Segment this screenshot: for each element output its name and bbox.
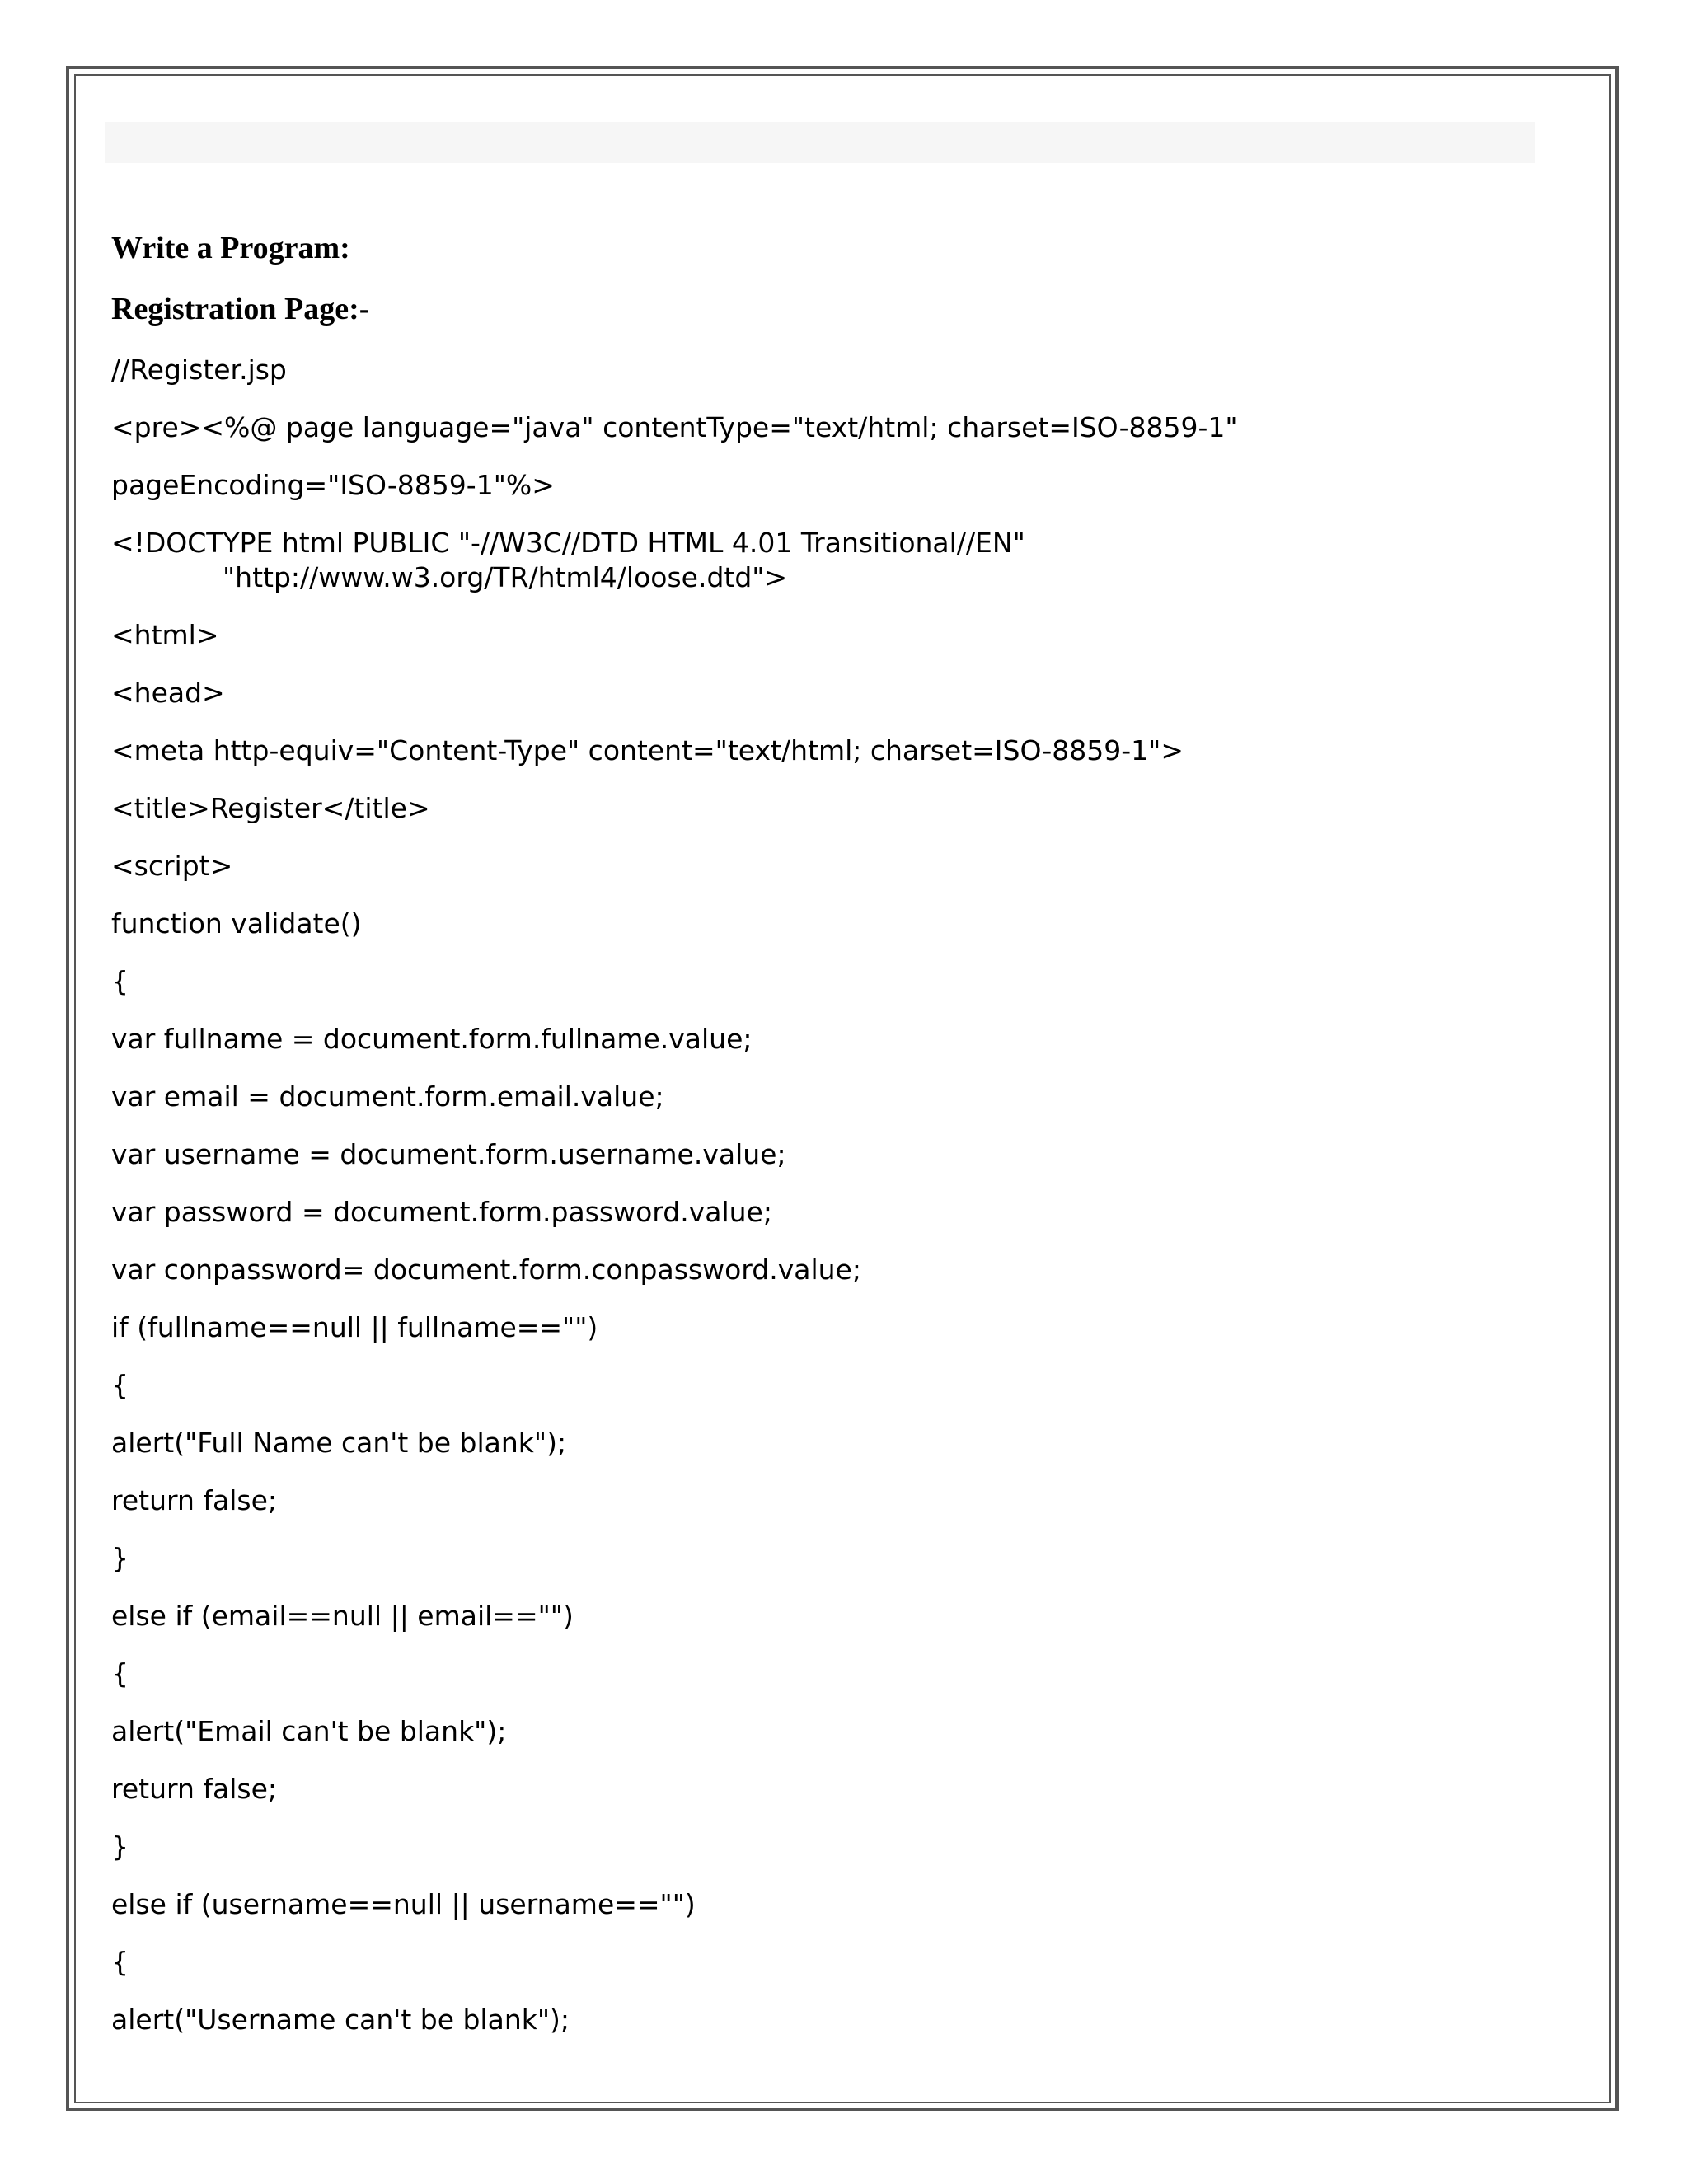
code-line: alert("Username can't be blank"); bbox=[111, 2004, 570, 2036]
heading-registration-page: Registration Page:- bbox=[111, 292, 370, 326]
code-line: } bbox=[111, 1830, 129, 1863]
code-line: alert("Email can't be blank"); bbox=[111, 1715, 507, 1747]
code-line: pageEncoding="ISO-8859-1"%> bbox=[111, 469, 555, 501]
code-line: <script> bbox=[111, 850, 233, 882]
code-line: <pre><%@ page language="java" contentType="text/html; charset=ISO-8859-1" bbox=[111, 411, 1238, 443]
code-line: } bbox=[111, 1542, 129, 1574]
code-line: var conpassword= document.form.conpassword.value; bbox=[111, 1254, 861, 1286]
code-line: var username = document.form.username.value; bbox=[111, 1138, 786, 1170]
code-line: function validate() bbox=[111, 907, 362, 940]
code-line: <!DOCTYPE html PUBLIC "-//W3C//DTD HTML 4.01 Transitional//EN" bbox=[111, 527, 1025, 559]
code-line: var password = document.form.password.value; bbox=[111, 1196, 772, 1228]
code-line: { bbox=[111, 1369, 129, 1401]
code-line: alert("Full Name can't be blank"); bbox=[111, 1427, 567, 1459]
heading-write-a-program: Write a Program: bbox=[111, 231, 350, 265]
code-line: <title>Register</title> bbox=[111, 792, 430, 824]
code-line: if (fullname==null || fullname=="") bbox=[111, 1311, 598, 1343]
code-line: return false; bbox=[111, 1773, 278, 1805]
code-line: { bbox=[111, 1946, 129, 1978]
code-line: { bbox=[111, 1657, 129, 1690]
code-line: else if (username==null || username=="") bbox=[111, 1888, 696, 1920]
header-band bbox=[106, 122, 1535, 163]
code-line: <meta http-equiv="Content-Type" content="text/html; charset=ISO-8859-1"> bbox=[111, 734, 1184, 766]
code-line: //Register.jsp bbox=[111, 354, 287, 386]
code-line: "http://www.w3.org/TR/html4/loose.dtd"> bbox=[223, 561, 788, 593]
code-line: return false; bbox=[111, 1484, 278, 1516]
code-line: { bbox=[111, 965, 129, 997]
code-line: var email = document.form.email.value; bbox=[111, 1080, 664, 1113]
code-line: <html> bbox=[111, 619, 219, 651]
code-line: else if (email==null || email=="") bbox=[111, 1600, 574, 1632]
code-line: <head> bbox=[111, 677, 225, 709]
code-line: var fullname = document.form.fullname.value; bbox=[111, 1023, 753, 1055]
